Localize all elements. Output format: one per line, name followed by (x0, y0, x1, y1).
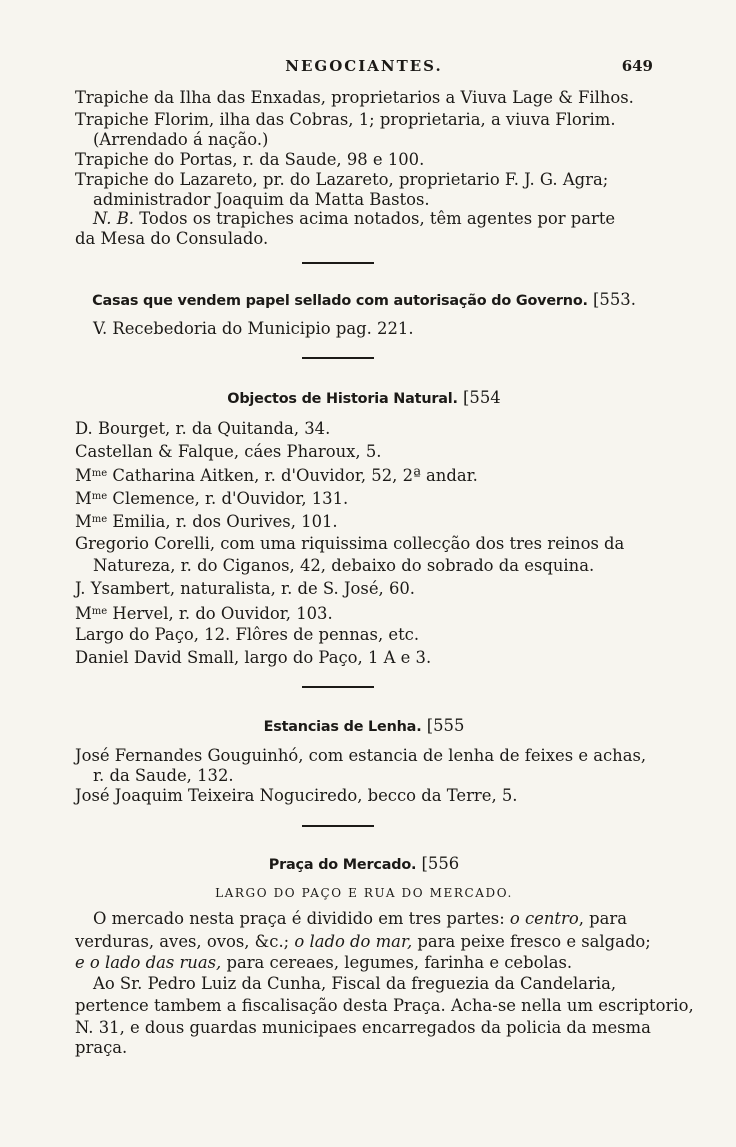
section-divider (302, 262, 374, 264)
text-run: , para (578, 909, 628, 928)
text-run: para peixe fresco e salgado; (412, 932, 651, 951)
italic-run: o centro (509, 909, 579, 928)
trapiche-line-3: (Arrendado á nação.) (93, 130, 269, 149)
nota-bene: N. B. (93, 209, 134, 228)
mercado-line-2 (75, 930, 653, 953)
entry-text: Emilia, r. dos Ourives, 101. (107, 512, 338, 531)
mercado-line-3 (75, 951, 653, 974)
page-number: 649 (621, 57, 653, 75)
lenha-line-1: José Fernandes Gouguinhó, com estancia de lenha de feixes e achas, (75, 746, 647, 765)
trapiche-note-text: Todos os trapiches acima notados, têm agentes por parte (139, 209, 616, 228)
lenha-line-3: José Joaquim Teixeira Noguciredo, becco da Terre, 5. (75, 786, 518, 805)
historia-line-5 (75, 508, 653, 533)
trapiche-line-2: Trapiche Florim, ilha das Cobras, 1; proprietaria, a viuva Florim. (75, 110, 616, 129)
text-run: O mercado nesta praça é dividido em tres partes: (93, 909, 510, 928)
lenha-heading-text: Estancias de Lenha. (263, 719, 422, 735)
mercado-subheading: LARGO DO PAÇO E RUA DO MERCADO. (215, 886, 513, 900)
text-run: para cereaes, legumes, farinha e cebolas. (221, 953, 573, 972)
entry-text: Catharina Aitken, r. d'Ouvidor, 52, 2ª andar. (107, 466, 478, 485)
superscript: me (91, 468, 108, 479)
historia-line-9 (75, 600, 653, 625)
papel-heading (75, 288, 653, 313)
mercado-line-1 (93, 907, 653, 930)
historia-line-10: Largo do Paço, 12. Flôres de pennas, etc. (75, 625, 420, 644)
mercado-line-6: N. 31, e dous guardas municipaes encarregados da policia da mesma (75, 1018, 651, 1037)
text-run: verduras, aves, ovos, &c.; (75, 932, 295, 951)
historia-heading (75, 386, 653, 411)
mercado-section-number: [556 (421, 854, 460, 873)
historia-section-number: [554 (463, 388, 501, 407)
mercado-line-4: Ao Sr. Pedro Luiz da Cunha, Fiscal da freguezia da Candelaria, (93, 974, 617, 993)
trapiche-line-8: da Mesa do Consulado. (75, 229, 269, 248)
mercado-line-5: pertence tambem a fiscalisação desta Praça. Acha-se nella um escriptorio, (75, 996, 694, 1015)
historia-line-4 (75, 485, 653, 510)
prefix: M (75, 512, 92, 531)
papel-section-number: [553. (593, 290, 636, 309)
running-header (75, 55, 653, 81)
page-title: NEGOCIANTES. (285, 57, 443, 75)
historia-line-11: Daniel David Small, largo do Paço, 1 A e 3. (75, 648, 432, 667)
entry-text: Clemence, r. d'Ouvidor, 131. (107, 489, 349, 508)
historia-line-7: Natureza, r. do Ciganos, 42, debaixo do sobrado da esquina. (93, 556, 595, 575)
superscript: me (91, 606, 108, 617)
section-divider (302, 357, 374, 359)
historia-line-1: D. Bourget, r. da Quitanda, 34. (75, 419, 331, 438)
section-divider (302, 686, 374, 688)
mercado-heading-text: Praça do Mercado. (268, 857, 417, 873)
trapiche-line-5: Trapiche do Lazareto, pr. do Lazareto, proprietario F. J. G. Agra; (75, 170, 609, 189)
section-divider (302, 825, 374, 827)
trapiche-line-1: Trapiche da Ilha das Enxadas, proprietarios a Viuva Lage & Filhos. (75, 88, 634, 107)
entry-text: Hervel, r. do Ouvidor, 103. (107, 604, 333, 623)
papel-line-1: V. Recebedoria do Municipio pag. 221. (93, 319, 414, 338)
trapiche-line-6: administrador Joaquim da Matta Bastos. (93, 190, 430, 209)
lenha-line-2: r. da Saude, 132. (93, 766, 234, 785)
superscript: me (91, 514, 108, 525)
historia-line-2: Castellan & Falque, cáes Pharoux, 5. (75, 442, 382, 461)
papel-heading-text: Casas que vendem papel sellado com autorisação do Governo. (92, 293, 588, 309)
mercado-line-7: praça. (75, 1038, 128, 1057)
prefix: M (75, 489, 92, 508)
historia-heading-text: Objectos de Historia Natural. (227, 391, 458, 407)
historia-line-8: J. Ysambert, naturalista, r. de S. José, 60. (75, 579, 416, 598)
historia-line-3 (75, 462, 653, 487)
italic-run: e o lado das ruas, (75, 953, 222, 972)
lenha-heading (75, 714, 653, 739)
mercado-heading (75, 852, 653, 877)
historia-line-6: Gregorio Corelli, com uma riquissima collecção dos tres reinos da (75, 534, 625, 553)
prefix: M (75, 466, 92, 485)
superscript: me (91, 491, 108, 502)
trapiche-line-4: Trapiche do Portas, r. da Saude, 98 e 100. (75, 150, 425, 169)
italic-run: o lado do mar, (294, 932, 413, 951)
lenha-section-number: [555 (426, 716, 465, 735)
prefix: M (75, 604, 92, 623)
